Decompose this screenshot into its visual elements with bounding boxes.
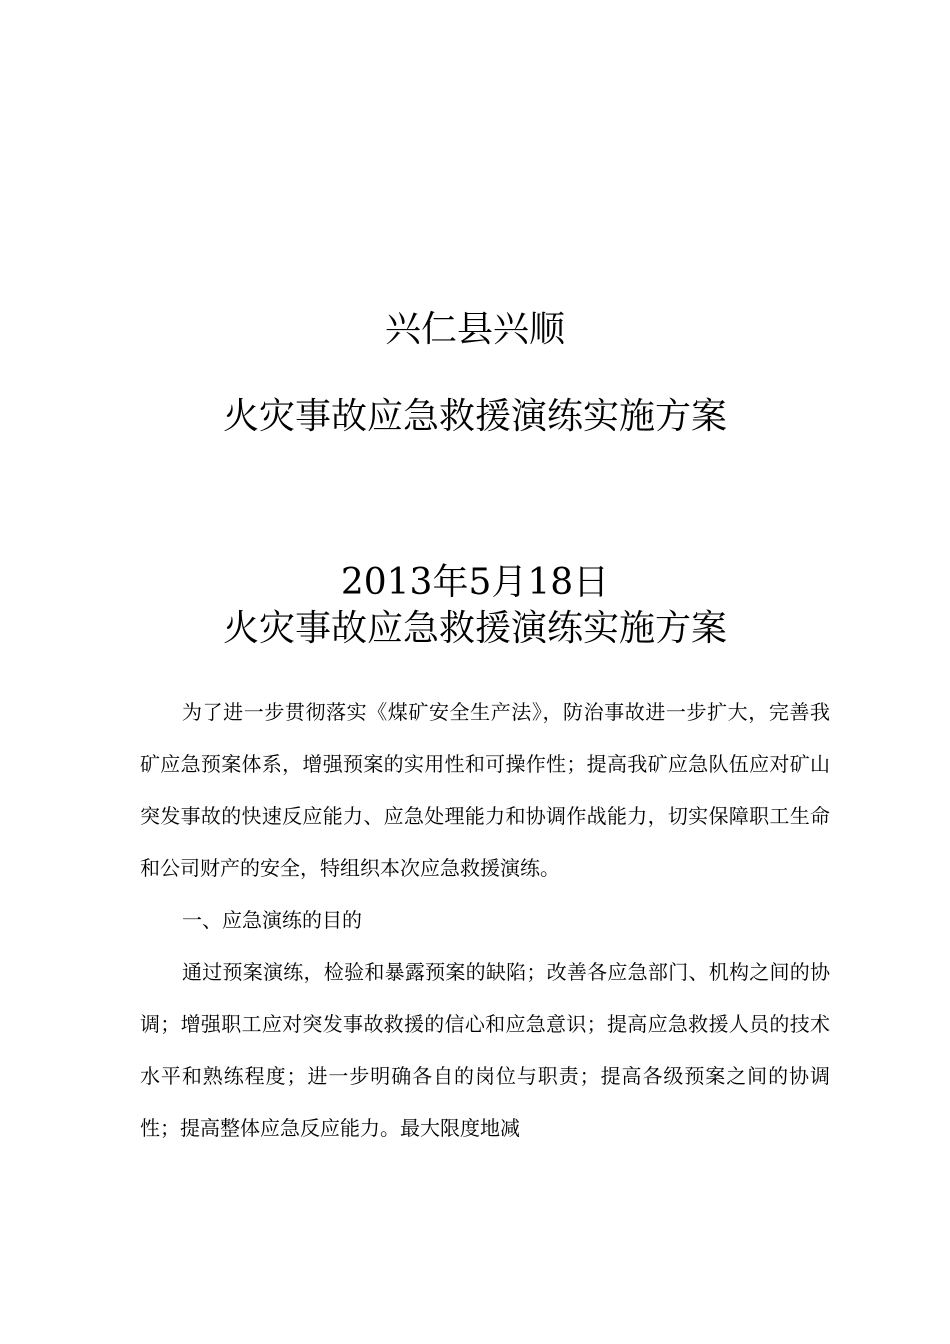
section-heading-purpose: 一、应急演练的目的 (182, 908, 362, 932)
title-line-1: 兴仁县兴顺 (384, 309, 565, 350)
title-line-2: 火灾事故应急救援演练实施方案 (222, 396, 727, 437)
document-body (140, 686, 830, 1154)
document-date: 2013年5月18日 (340, 562, 610, 603)
paragraph-intro: 为了进一步贯彻落实《煤矿安全生产法》，防治事故进一步扩大，完善我矿应急预案体系，增强预案的实用性和可操作性；提高我矿应急队伍应对矿山突发事故的快速反应能力、应急处理能力和协调作战能力，切实保障职工生命和公司财产的安全，特组织本次应急救援演练。 (140, 700, 830, 880)
document-subtitle: 火灾事故应急救援演练实施方案 (222, 608, 727, 649)
paragraph-purpose: 通过预案演练，检验和暴露预案的缺陷；改善各应急部门、机构之间的协调；增强职工应对突发事故救援的信心和应急意识；提高应急救援人员的技术水平和熟练程度；进一步明确各自的岗位与职责；提高各级预案之间的协调性；提高整体应急反应能力。最大限度地减 (140, 960, 830, 1140)
